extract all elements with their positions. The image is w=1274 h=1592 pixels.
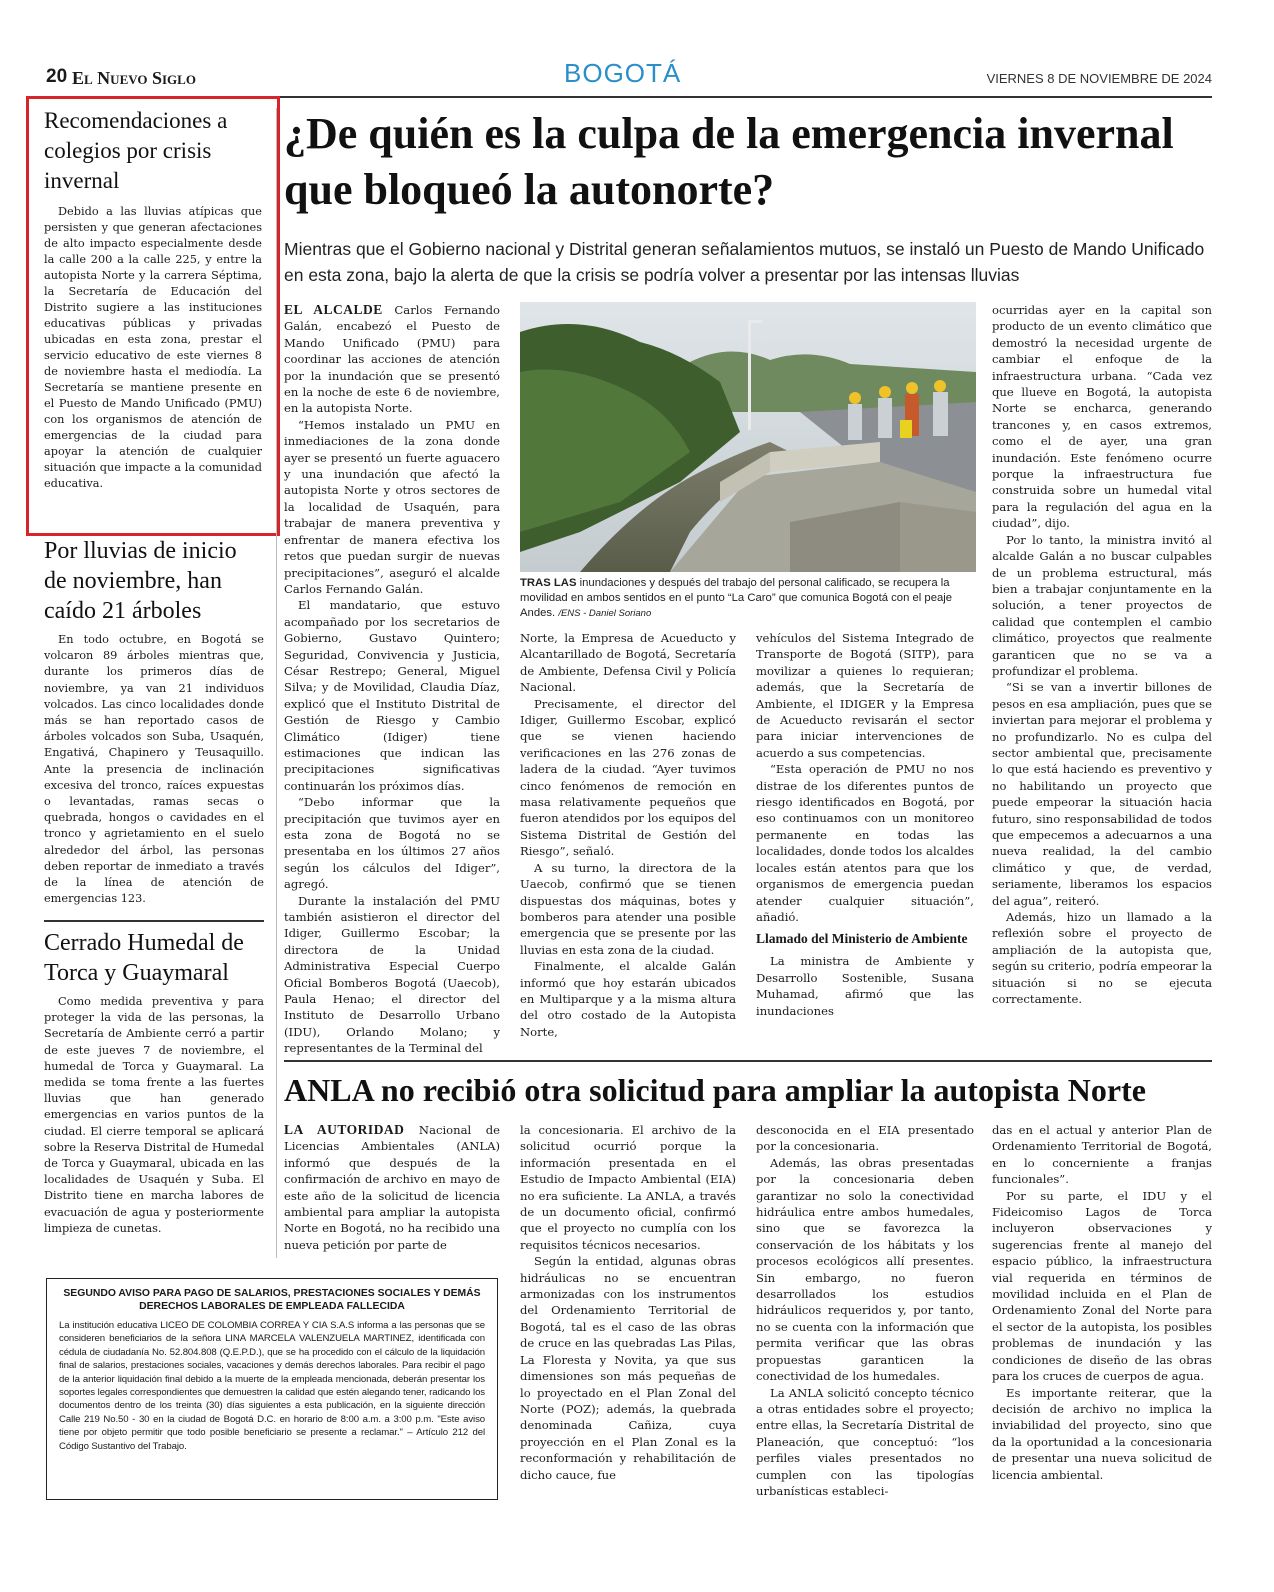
main-col3-p2: “Esta operación de PMU no nos distrae de los diferentes puntos de riesgo identificados en Bogotá, por eso continuamos con un monitoreo permanente en todas las localidades, donde todos los alcaldes locales están atentos para que los organismos de emergencia puedan atender cualquier situación”, añadió. (756, 762, 974, 924)
second-col2-p1: la concesionaria. El archivo de la solicitud ocurrió porque la información presentada en el Estudio de Impacto Ambiental (EIA) no era suficiente. La ANLA, a través de un documento oficial, confirmó que el proyecto no cumplía con los requisitos técnicos necesarios. (520, 1123, 736, 1252)
sidebar-article-wetland (44, 928, 264, 1237)
main-col1-p3: El mandatario, que estuvo acompañado por los secretarios de Gobierno, Gustavo Quintero; Seguridad, Convivencia y Justicia, César Restrepo; General, Miguel Silva; y de Movilidad, Claudia Díaz, explicó que el Instituto Distrital de Gestión de Riesgo y Cambio Climático (Idiger) tiene estimaciones que indican las precipitaciones significativas continuarán los próximos días. (284, 598, 500, 793)
legal-notice-text: La institución educativa LICEO DE COLOMBIA CORREA Y CIA S.A.S informa a las personas que se consideren beneficiarios de la señora LINA MARCELA VALENZUELA MARTINEZ, identificada con cédula de ciudadanía No. 52.804.808 (Q.E.P.D.), que se ha procedido con el cálculo de la liquidación final de salarios, prestaciones sociales, vacaciones y demás derechos laborales. Para recibir el pago de la anterior liquidación final debido a la muerte de la empleada mencionada, deberán presentar los soportes legales correspondientes que demuestren la calidad que estén alegando tener, radicando los documentos dentro de los treinta (30) días siguientes a esta publicación, en la siguiente dirección Calle 219 No.50 - 30 en la ciudad de Bogotá D.C. en horario de 8:00 a.m. a 3:00 p.m. "Este aviso tiene por objeto permitir que todo posible beneficiario se presente a reclamar." – Artículo 212 del Código Sustantivo del Trabajo. (59, 1320, 485, 1452)
main-col4-p3: “Si se van a invertir billones de pesos en esa ampliación, pues que se inviertan para mejorar el problema y no profundizarlo. No es culpa del sector ambiental que, precisamente lo que está haciendo es preventivo y no habilitando un proyecto que puede empeorar la situación hacia futuro, sino responsabilidad de todos que empecemos a adecuarnos a una nueva realidad, la del cambio climático y que, de verdad, seriamente, liberamos los espacios del agua”, reiteró. (992, 680, 1212, 908)
second-column-1 (284, 1122, 500, 1253)
second-column-3 (756, 1122, 974, 1499)
second-col4-p1: das en el actual y anterior Plan de Ordenamiento Territorial de Bogotá, en lo concerniente a franjas funcionales”. (992, 1123, 1212, 1187)
main-col1-p5: Durante la instalación del PMU también asistieron el director del Idiger, Guillermo Escobar; la directora de la Unidad Administrativa Especial Cuerpo Oficial Bomberos Bogotá (Uaecob), Paula Henao; el director del Instituto de Desarrollo Urbano (IDU), Orlando Molano; y representantes de la Terminal del (284, 893, 500, 1056)
second-col1-p1: Nacional de Licencias Ambientales (ANLA) informó que después de la confirmación de archivo en mayo de este año de la solicitud de licencia ambiental para ampliar la autopista Norte en Bogotá, no ha recibido una nueva petición por parte de (284, 1123, 501, 1252)
page-header (46, 58, 1212, 96)
story-divider (284, 1060, 1212, 1062)
photo-caption-lead: TRAS LAS (520, 577, 577, 589)
page-number: 20 (46, 66, 68, 87)
main-column-4 (992, 302, 1212, 1007)
second-col2-p2: Según la entidad, algunas obras hidráulicas no se encuentran armonizadas con los instrumentos del Ordenamiento Territorial de Bogotá, tal es el caso de las obras de cruce en las quebradas Las Pilas, La Floresta y Novita, ya que sus dimensiones son más pequeñas de lo proyectado en el Plan Zonal del Norte (POZ); además, la quebrada denominada Cañiza, cuya proyección en el Plan Zonal es la reconformación y rehabilitación de dicho cauce, fue (520, 1254, 736, 1482)
second-column-2 (520, 1122, 736, 1483)
photo-caption (520, 576, 976, 621)
sidebar-box-text: Debido a las lluvias atípicas que persisten y que generan afectaciones de alto impacto especialmente desde la calle 200 a la calle 225, y entre la autopista Norte y la carrera Séptima, la Secretaría de Educación del Distrito sugiere a las instituciones educativas públicas y privadas ubicadas en esta zona, prestar el servicio educativo de este viernes 8 de noviembre hasta el mediodía. La Secretaría se mantiene presente en el Puesto de Mando Unificado (PMU) con los organismos de atención de emergencias de la ciudad para apoyar la atención de cualquier situación que impacte a la comunidad educativa. (44, 205, 262, 490)
main-col2-p3: A su turno, la directora de la Uaecob, confirmó que se tienen dispuestas dos máquinas, botes y bomberos para atender una posible emergencia que se presente por las lluvias en esta zona de la ciudad. (520, 860, 736, 957)
main-deck: Mientras que el Gobierno nacional y Distrital generan señalamientos mutuos, se instaló un Puesto de Mando Unificado en esta zona, bajo la alerta de que la crisis se podría volver a presentar por las intensas lluvias (284, 239, 1205, 285)
sidebar-article-trees-text: En todo octubre, en Bogotá se volcaron 89 árboles mientras que, durante los primeros días de noviembre, ya van 21 individuos volcados. Las cinco localidades donde más se han reportado casos de árboles volcados son Suba, Usaquén, Engativá, Chapinero y Teusaquillo. Ante la presencia de inclinación excesiva del tronco, raíces expuestas o levantadas, ramas secas o quebrada, hongos o cavidades en el tronco y agrietamiento en el suelo alrededor del árbol, las personas deben reportar de inmediato a través de la línea de atención de emergencias 123. (44, 633, 264, 906)
second-col3-p1: desconocida en el EIA presentado por la concesionaria. (756, 1123, 974, 1154)
legal-notice-title: SEGUNDO AVISO PARA PAGO DE SALARIOS, PRESTACIONES SOCIALES Y DEMÁS DERECHOS LABORALES DE EMPLEADA FALLECIDA (63, 1288, 481, 1312)
main-column-2 (520, 630, 736, 1040)
main-col2-p4: Finalmente, el alcalde Galán informó que hoy estarán ubicados en Multiparque y a la misma altura del otro costado de la Autopista Norte, (520, 959, 736, 1039)
main-lead-word: EL ALCALDE (284, 302, 383, 317)
second-col3-p2: Además, las obras presentadas por la concesionaria deben garantizar no solo la conectividad hidráulica entre ambos humedales, sino que se favorezca la conservación de los hábitats y los procesos ecológicos allí presentes. Sin embargo, no fueron desarrollados los estudios hidráulicos requeridos y, por tanto, no se cuenta con la información que permita verificar que las obras propuestas garanticen la conectividad de los humedales. (756, 1155, 974, 1384)
main-col2-p2: Precisamente, el director del Idiger, Guillermo Escobar, explicó que se vienen haciendo verificaciones en las 276 zonas de ladera de la ciudad. “Ayer tuvimos cinco fenómenos de remoción en masa relativamente pequeños que fueron atendidos por los equipos del Sistema Distrital de Gestión del Riesgo”, señaló. (520, 696, 736, 859)
photo-caption-text: inundaciones y después del trabajo del personal calificado, se recupera la movilidad en ambos sentidos en el punto “La Caro” que comunica Bogotá con el peaje Andes. (520, 577, 953, 619)
sidebar-box-article (44, 106, 262, 492)
sidebar-box-title: Recomendaciones a colegios por crisis invernal (44, 108, 228, 193)
main-col2-p1: Norte, la Empresa de Acueducto y Alcantarillado de Bogotá, Secretaría de Ambiente, Defensa Civil y Policía Nacional. (520, 631, 736, 695)
legal-notice (46, 1278, 498, 1500)
main-col1-p2: “Hemos instalado un PMU en inmediaciones de la zona donde ayer se presentó un fuerte aguacero y una inundación que afectó la autopista Norte y otros sectores de la localidad de Usaquén, para trabajar de manera preventiva y enfrentar de manera efectiva los retos que puedan surgir de nuevas precipitaciones”, aseguró el alcalde Carlos Fernando Galán. (284, 417, 500, 596)
second-col3-p3: La ANLA solicitó concepto técnico a otras entidades sobre el proyecto; entre ellas, la Secretaría Distrital de Planeación, que conceptuó: “los perfiles viales presentados no cumplen con las tipologías urbanísticas estableci- (756, 1385, 974, 1498)
second-col4-p3: Es importante reiterar, que la decisión de archivo no implica la inviabilidad del proyecto, sino que da la oportunidad a la concesionaria de presentar una nueva solicitud de licencia ambiental. (992, 1385, 1212, 1482)
main-col4-p4: Además, hizo un llamado a la reflexión sobre el proyecto de ampliación de la autopista que, según su criterio, podría empeorar la situación si no se ejecuta correctamente. (992, 910, 1212, 1007)
main-col4-p1: ocurridas ayer en la capital son producto de un evento climático que demostró la necesidad urgente de cambiar el enfoque de la infraestructura urbana. “Cada vez que llueve en Bogotá, la autopista Norte se encharca, generando trancones y, en casos extremos, como el de ayer, una gran inundación. Este fenómeno ocurre porque la infraestructura fue construida sobre un humedal vital para la regulación del agua en la ciudad”, dijo. (992, 303, 1212, 531)
column-rule (276, 108, 277, 1258)
second-col4-p2: Por su parte, el IDU y el Fideicomiso Lagos de Torca incluyeron observaciones y sugerencias frente al manejo del espacio público, la infraestructura vial requerida en términos de movilidad incluida en el Plan de Ordenamiento Zonal del Norte para el sector de la autopista, los posibles problemas de inundación y las condiciones de diseño de las obras para los cruces de cuerpos de agua. (992, 1188, 1212, 1384)
issue-date: VIERNES 8 DE NOVIEMBRE DE 2024 (986, 71, 1212, 86)
second-column-4 (992, 1122, 1212, 1483)
main-column-3 (756, 630, 974, 1019)
masthead: El Nuevo Siglo (72, 68, 196, 88)
sidebar-article-trees-title: Por lluvias de inicio de noviembre, han caído 21 árboles (44, 538, 237, 624)
main-col3-p3: La ministra de Ambiente y Desarrollo Sostenible, Susana Muhamad, afirmó que las inundaciones (756, 954, 974, 1018)
sidebar-divider (44, 920, 264, 922)
sidebar-article-trees (44, 536, 264, 907)
second-headline: ANLA no recibió otra solicitud para ampliar la autopista Norte (284, 1072, 1146, 1108)
sidebar-article-wetland-title: Cerrado Humedal de Torca y Guaymaral (44, 930, 244, 986)
main-col1-p1: Carlos Fernando Galán, encabezó el Puesto de Mando Unificado (PMU) para coordinar las acciones de atención por la inundación que se presentó en la noche de este 6 de noviembre, en la autopista Norte. (284, 303, 501, 416)
main-col3-subhead: Llamado del Ministerio de Ambiente (756, 931, 968, 947)
main-headline: ¿De quién es la culpa de la emergencia invernal que bloqueó la autonorte? (284, 109, 1174, 214)
sidebar-article-wetland-text: Como medida preventiva y para proteger la vida de las personas, la Secretaría de Ambiente cerró a partir de este jueves 7 de noviembre, el humedal de Torca y Guaymaral. La medida se toma frente a las fuertes lluvias que han generado emergencias en varios puntos de la ciudad. El cierre temporal se aplicará sobre la Reserva Distrital de Humedal de Torca y Guaymaral, ubicada en las localidades de Usaquén y Suba. El Distrito tiene en marcha labores de evacuación de agua y posteriormente limpieza de cunetas. (44, 995, 264, 1235)
second-lead-word: LA AUTORIDAD (284, 1122, 405, 1137)
main-col1-p4: “Debo informar que la precipitación que tuvimos ayer en esta zona de Bogotá no se presentaba en los últimos 27 años según los cálculos del Idiger”, agregó. (284, 795, 500, 892)
main-col3-p1: vehículos del Sistema Integrado de Transporte de Bogotá (SITP), para movilizar a quienes lo requieran; además, que la Secretaría de Ambiente, el IDIGER y la Empresa de Acueducto revisarán el sector para iniciar intervenciones de acuerdo a sus competencias. (756, 631, 974, 760)
main-column-1 (284, 302, 500, 1057)
news-photo (520, 302, 976, 572)
flood-photo-illustration (520, 302, 976, 572)
photo-credit: /ENS - Daniel Soriano (558, 608, 652, 619)
section-name: BOGOTÁ (564, 58, 682, 88)
main-col4-p2: Por lo tanto, la ministra invitó al alcalde Galán a no buscar culpables de un problema estructural, más bien a trabajar conjuntamente en la solución, a tener proyectos de calidad que contemplen el cambio climático, proyectos que realmente garanticen que no se va a profundizar el problema. (992, 532, 1212, 678)
